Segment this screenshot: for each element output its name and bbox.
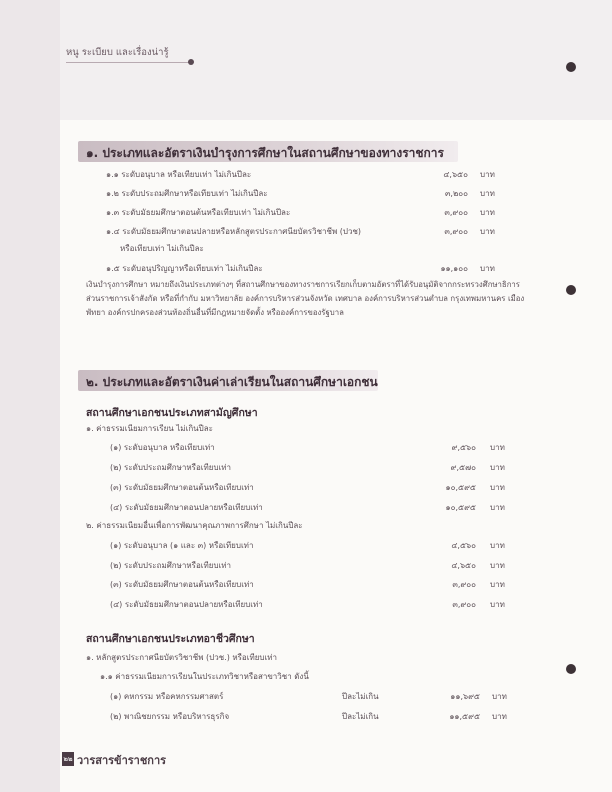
- running-head-dot: [188, 59, 194, 65]
- group1-item-label: (๓) ระดับมัธยมศึกษาตอนต้นหรือเทียบเท่า: [110, 483, 254, 492]
- group2-item-label: (๑) ระดับอนุบาล (๑ และ ๓) หรือเทียบเท่า: [110, 541, 254, 550]
- section1-title: ๑. ประเภทและอัตราเงินบำรุงการศึกษาในสถานศึกษาของทางราชการ: [86, 146, 444, 160]
- group2-item-unit: บาท: [490, 600, 505, 609]
- group1-item-amount: ๑๐,๕๙๕: [445, 503, 476, 512]
- section1-item-unit: บาท: [480, 227, 495, 236]
- group1-item-unit: บาท: [490, 443, 505, 452]
- group1-item-amount: ๙,๕๖๐: [451, 443, 476, 452]
- group1-item-label: (๒) ระดับประถมศึกษาหรือเทียบเท่า: [110, 463, 232, 472]
- group3-item-label: (๒) พาณิชยกรรม หรือบริหารธุรกิจ: [110, 712, 230, 721]
- section1-item-amount: ๔,๖๕๐: [443, 170, 468, 179]
- group2-item-label: (๒) ระดับประถมศึกษาหรือเทียบเท่า: [110, 561, 232, 570]
- footer-publication-title: วารสารข้าราชการ: [77, 754, 167, 767]
- group3-item-unit: บาท: [492, 712, 507, 721]
- group2-item-amount: ๓,๙๐๐: [452, 580, 476, 589]
- section1-item-label: ๑.๓ ระดับมัธยมศึกษาตอนต้นหรือเทียบเท่า ไม่เกินปีละ: [106, 208, 291, 217]
- group2-item-label: (๔) ระดับมัธยมศึกษาตอนปลายหรือเทียบเท่า: [110, 600, 263, 609]
- punch-hole-middle: [566, 285, 576, 295]
- group3-item-limit: ปีละไม่เกิน: [342, 692, 379, 701]
- footer-page-number: ๒๒: [62, 752, 74, 766]
- section2-title: ๒. ประเภทและอัตราเงินค่าเล่าเรียนในสถานศึกษาเอกชน: [86, 375, 378, 389]
- group3-item-label: (๑) คหกรรม หรือคหกรรมศาสตร์: [110, 692, 224, 701]
- group1-title: ๑. ค่าธรรมเนียมการเรียน ไม่เกินปีละ: [86, 424, 213, 433]
- section1-item-label: ๑.๔ ระดับมัธยมศึกษาตอนปลายหรือหลักสูตรประกาศนียบัตรวิชาชีพ (ปวช): [106, 227, 362, 236]
- header-band: [0, 0, 612, 120]
- group2-item-amount: ๔,๖๕๐: [451, 561, 476, 570]
- group3-item-amount: ๑๑,๖๙๕: [450, 692, 480, 701]
- section1-item-unit: บาท: [480, 170, 495, 179]
- group2-item-label: (๓) ระดับมัธยมศึกษาตอนต้นหรือเทียบเท่า: [110, 580, 254, 589]
- group1-item-unit: บาท: [490, 503, 505, 512]
- group1-item-unit: บาท: [490, 483, 505, 492]
- punch-hole-top: [566, 62, 576, 72]
- group2-item-unit: บาท: [490, 541, 505, 550]
- section1-item-unit: บาท: [480, 264, 495, 273]
- section1-item-label: หรือเทียบเท่า ไม่เกินปีละ: [120, 244, 204, 253]
- section1-item-label: ๑.๑ ระดับอนุบาล หรือเทียบเท่า ไม่เกินปีละ: [106, 170, 252, 179]
- group1-item-unit: บาท: [490, 463, 505, 472]
- section1-item-amount: ๑๑,๑๐๐: [440, 264, 468, 273]
- group1-item-label: (๔) ระดับมัธยมศึกษาตอนปลายหรือเทียบเท่า: [110, 503, 263, 512]
- section1-item-amount: ๓,๒๐๐: [444, 189, 468, 198]
- group3-item-amount: ๑๑,๕๙๕: [449, 712, 480, 721]
- group1-item-amount: ๙,๕๗๐: [450, 463, 476, 472]
- group2-item-amount: ๔,๕๖๐: [451, 541, 476, 550]
- section1-item-label: ๑.๒ ระดับประถมศึกษาหรือเทียบเท่า ไม่เกินปีละ: [106, 189, 268, 198]
- punch-hole-bottom: [566, 664, 576, 674]
- running-head-rule: [66, 62, 191, 63]
- left-margin-strip: [0, 0, 60, 792]
- group3-subtitle: ๑.๑ ค่าธรรมเนียมการเรียนในประเภทวิชาหรือสาขาวิชา ดังนี้: [100, 672, 309, 681]
- group3-item-limit: ปีละไม่เกิน: [342, 712, 379, 721]
- section1-item-unit: บาท: [480, 189, 495, 198]
- section1-item-label: ๑.๕ ระดับอนุปริญญาหรือเทียบเท่า ไม่เกินปีละ: [106, 264, 263, 273]
- section1-note: เงินบำรุงการศึกษา หมายถึงเงินประเภทต่างๆ ที่สถานศึกษาของทางราชการเรียกเก็บตามอัตราที่ได้รับอนุมัติจากกระทรวงศึกษาธิการ ส่วนราชการเจ้าสังกัด หรือที่กำกับ มหาวิทยาลัย องค์การบริหารส่วนจังหวัด เทศบาล องค์การบริหารส่วนตำบล กรุงเทพมหานคร เมืองพัทยา องค์กรปกครองส่วนท้องถิ่นอื่นที่มีกฎหมายจัดตั้ง หรือองค์การของรัฐบาล: [86, 280, 525, 317]
- section2-subheading-general: สถานศึกษาเอกชนประเภทสามัญศึกษา: [86, 407, 258, 419]
- group1-item-label: (๑) ระดับอนุบาล หรือเทียบเท่า: [110, 443, 215, 452]
- group3-title: ๑. หลักสูตรประกาศนียบัตรวิชาชีพ (ปวช.) หรือเทียบเท่า: [86, 653, 278, 662]
- group3-item-unit: บาท: [492, 692, 507, 701]
- section1-item-amount: ๓,๙๐๐: [444, 208, 468, 217]
- group2-item-amount: ๓,๙๐๐: [452, 600, 476, 609]
- group2-item-unit: บาท: [490, 561, 505, 570]
- section2-subheading-vocational: สถานศึกษาเอกชนประเภทอาชีวศึกษา: [86, 633, 255, 645]
- section1-item-unit: บาท: [480, 208, 495, 217]
- group2-title: ๒. ค่าธรรมเนียมอื่นเพื่อการพัฒนาคุณภาพการศึกษา ไม่เกินปีละ: [86, 521, 303, 530]
- running-head: หนู ระเบียบ และเรื่องน่ารู้: [66, 47, 169, 58]
- group1-item-amount: ๑๐,๕๙๕: [445, 483, 476, 492]
- section1-item-amount: ๓,๙๐๐: [444, 227, 468, 236]
- group2-item-unit: บาท: [490, 580, 505, 589]
